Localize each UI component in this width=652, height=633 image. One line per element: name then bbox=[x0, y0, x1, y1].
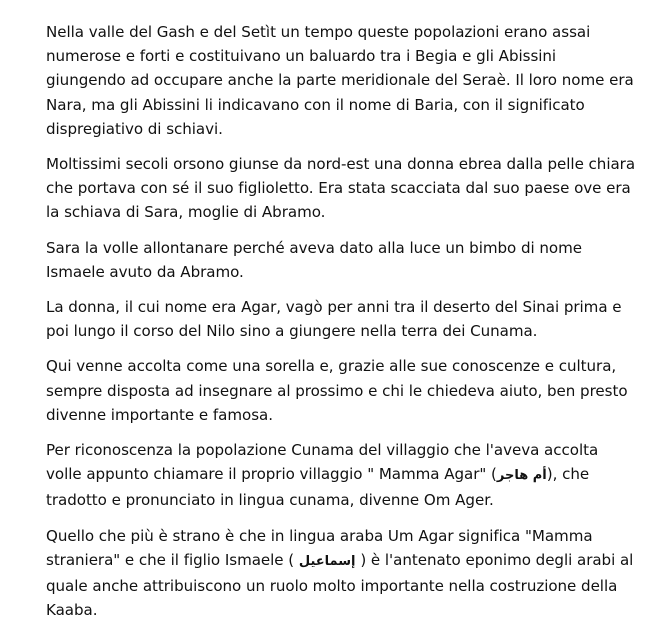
paragraph-hebrew-woman: Moltissimi secoli orsono giunse da nord-est una donna ebrea dalla pelle chiara che portava con sé il suo figlioletto. Era stata scacciata dal suo paese ove era la schiava di Sara, moglie di Abramo. bbox=[46, 155, 636, 222]
article-body bbox=[46, 20, 636, 633]
paragraph-om-ager-text-1: Per riconoscenza la popolazione Cunama del villaggio che l'aveva accolta volle appunto chiamare il proprio villaggio " Mamma Agar" ( bbox=[46, 441, 599, 484]
paragraph-om-ager-text-2: ), che tradotto e pronunciato in lingua cunama, divenne Om Ager. bbox=[46, 465, 590, 510]
paragraph-om-ager bbox=[46, 438, 636, 513]
paragraph-ismaele bbox=[46, 524, 636, 623]
paragraph-welcome: Qui venne accolta come una sorella e, grazie alle sue conoscenze e cultura, sempre disposta ad insegnare al prossimo e chi le chiedeva aiuto, ben presto divenne importante e famosa. bbox=[46, 357, 628, 424]
paragraph-ismaele-text-1: Quello che più è strano è che in lingua araba Um Agar significa "Mamma straniera" e che il figlio Ismaele ( bbox=[46, 526, 593, 569]
arabic-ismaele: إسماعيل bbox=[298, 553, 356, 569]
paragraph-agar: La donna, il cui nome era Agar, vagò per anni tra il deserto del Sinai prima e poi lungo il corso del Nilo sino a giungere nella terra dei Cunama. bbox=[46, 298, 622, 341]
arabic-mamma-agar: أم هاجر bbox=[496, 468, 547, 484]
paragraph-ismaele-text-2: ) è l'antenato eponimo degli arabi al quale anche attribuiscono un ruolo molto importante nella costruzione della Kaaba. bbox=[46, 550, 634, 620]
paragraph-nara: Nella valle del Gash e del Setìt un tempo queste popolazioni erano assai numerose e forti e costituivano un baluardo tra i Begia e gli Abissini giungendo ad occupare anche la parte meridionale del Seraè. Il loro nome era Nara, ma gli Abissini li indicavano con il nome di Baria, con il significato dispregiativo di schiavi. bbox=[46, 23, 634, 138]
paragraph-sara: Sara la volle allontanare perché aveva dato alla luce un bimbo di nome Ismaele avuto da Abramo. bbox=[46, 238, 582, 281]
